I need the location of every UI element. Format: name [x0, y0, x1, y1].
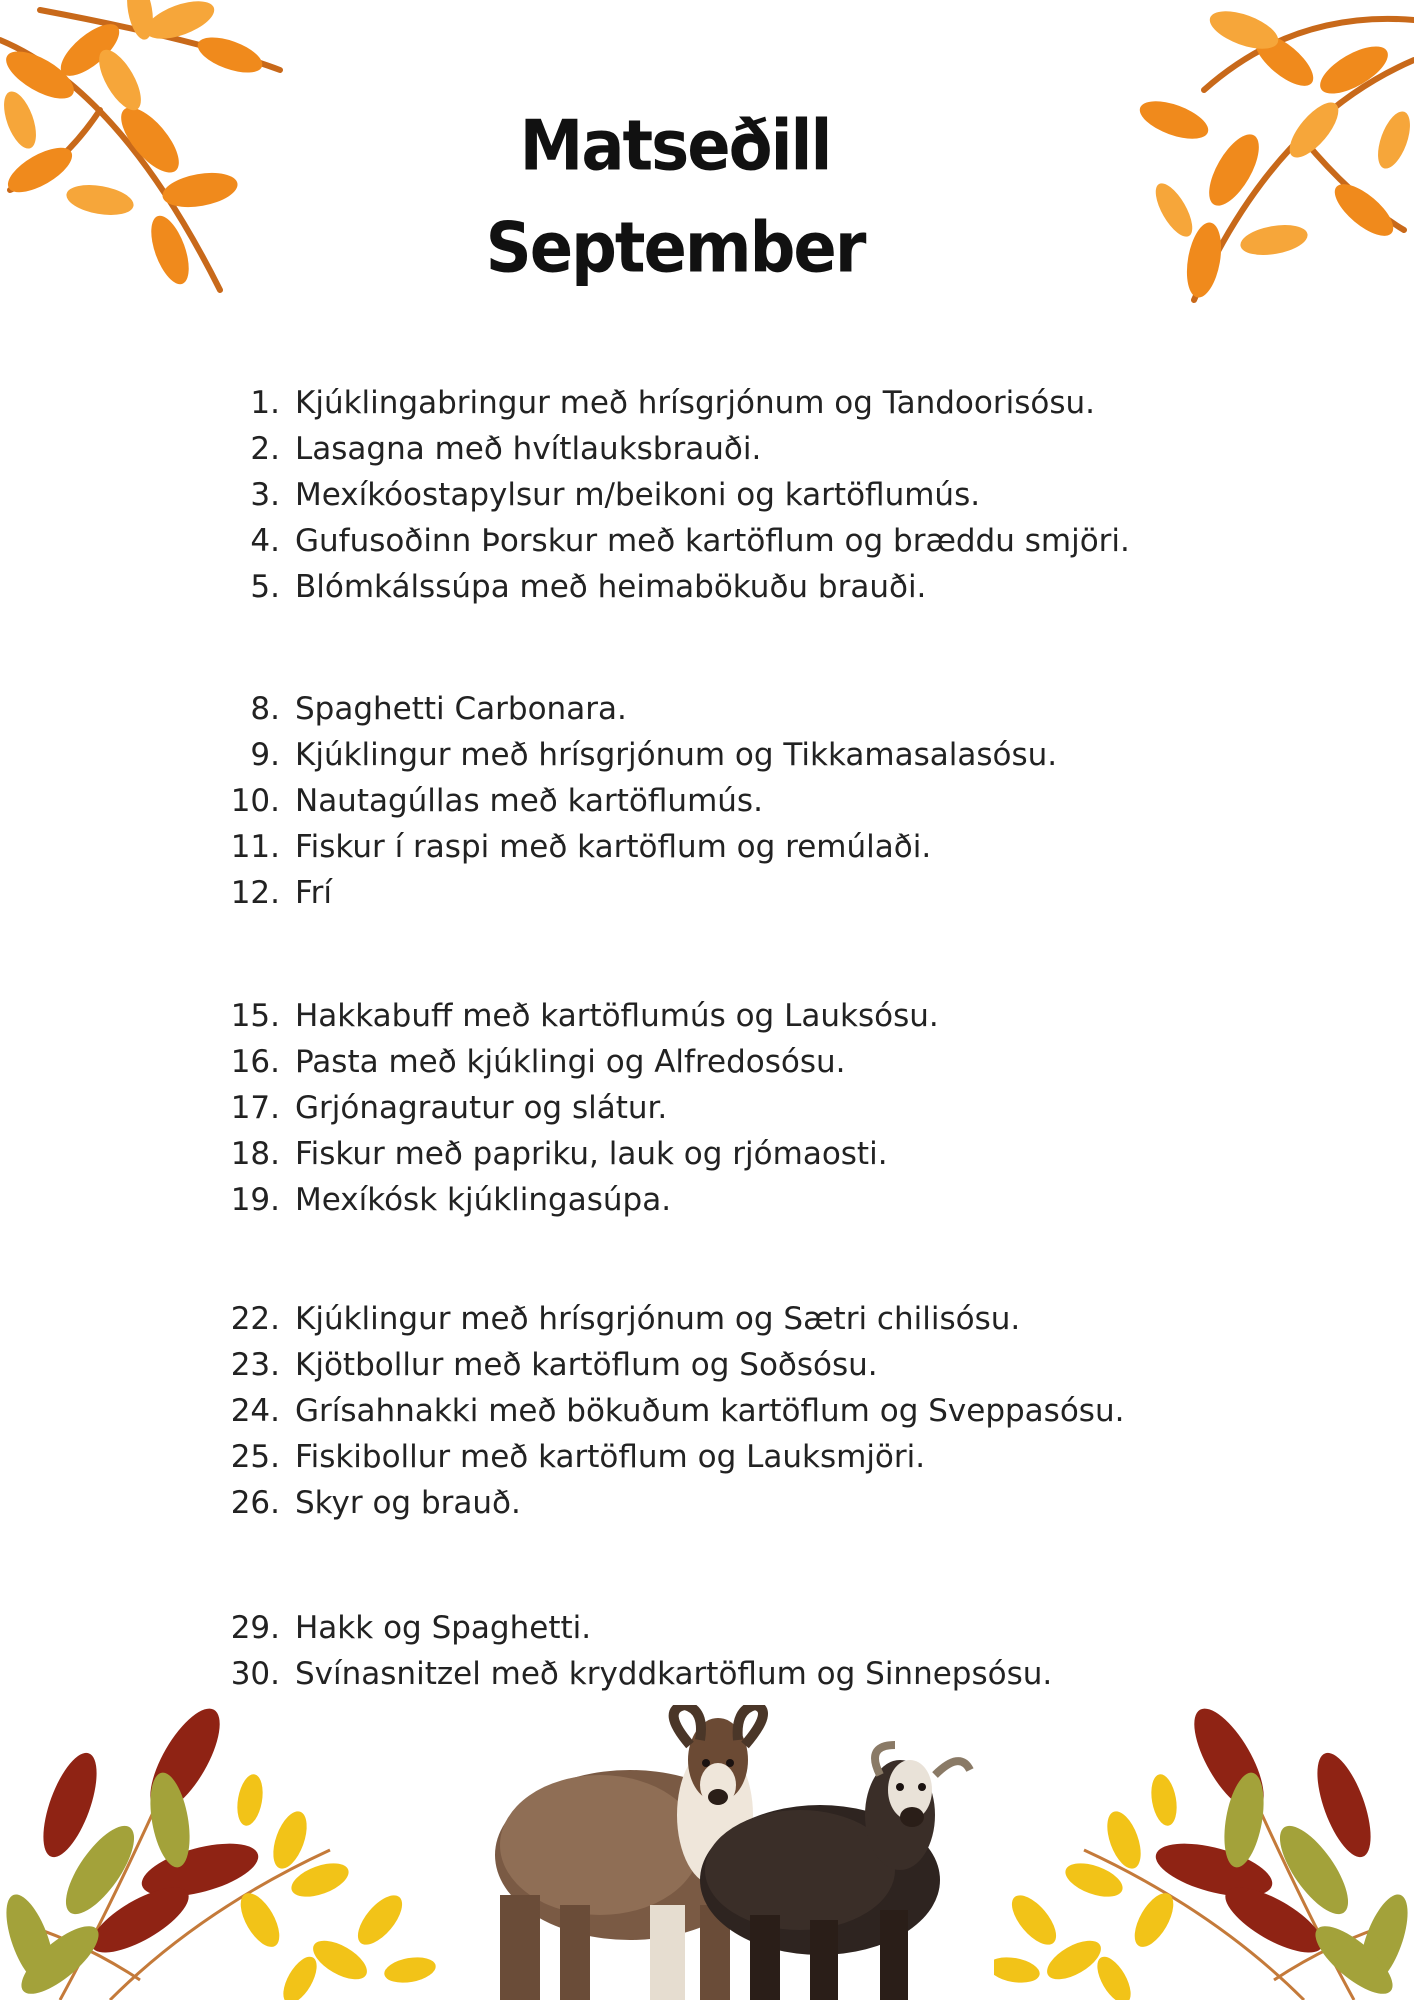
item-number: 25.	[230, 1439, 280, 1475]
dish-text: Mexíkóostapylsur m/beikoni og kartöflumús.	[295, 477, 981, 513]
dish-text: Kjúklingur með hrísgrjónum og Sætri chilisósu.	[295, 1301, 1021, 1337]
dish-text: Pasta með kjúklingi og Alfredosósu.	[295, 1044, 846, 1080]
item-number: 11.	[230, 829, 280, 865]
autumn-leaves-bottom-left-illustration	[0, 1690, 440, 2000]
dish-text: Lasagna með hvítlauksbrauði.	[295, 431, 762, 467]
dish-text: Mexíkósk kjúklingasúpa.	[295, 1182, 672, 1218]
dish-text: Nautagúllas með kartöflumús.	[295, 783, 763, 819]
item-number: 2.	[250, 431, 280, 467]
item-number: 30.	[230, 1656, 280, 1692]
dish-text: Fiskibollur með kartöflum og Lauksmjöri.	[295, 1439, 926, 1475]
item-number: 19.	[230, 1182, 280, 1218]
dish-text: Hakk og Spaghetti.	[295, 1610, 592, 1646]
item-number: 24.	[230, 1393, 280, 1429]
item-number: 15.	[230, 998, 280, 1034]
dish-text: Skyr og brauð.	[295, 1485, 521, 1521]
autumn-leaves-bottom-right-illustration	[994, 1690, 1414, 2000]
item-number: 16.	[230, 1044, 280, 1080]
dish-text: Blómkálssúpa með heimabökuðu brauði.	[295, 569, 927, 605]
month-title: September	[485, 209, 865, 289]
item-number: 3.	[250, 477, 280, 513]
item-number: 10.	[230, 783, 280, 819]
item-number: 23.	[230, 1347, 280, 1383]
dish-text: Grísahnakki með bökuðum kartöflum og Sveppasósu.	[295, 1393, 1125, 1429]
dish-text: Frí	[295, 875, 332, 911]
item-number: 4.	[250, 523, 280, 559]
menu-title: Matseðill	[519, 107, 831, 187]
item-number: 5.	[250, 569, 280, 605]
dish-text: Kjötbollur með kartöflum og Soðsósu.	[295, 1347, 878, 1383]
dish-text: Svínasnitzel með kryddkartöflum og Sinnepsósu.	[295, 1656, 1053, 1692]
item-number: 9.	[250, 737, 280, 773]
dish-text: Fiskur með papriku, lauk og rjómaosti.	[295, 1136, 888, 1172]
dish-text: Kjúklingur með hrísgrjónum og Tikkamasalasósu.	[295, 737, 1058, 773]
item-number: 17.	[230, 1090, 280, 1126]
dish-text: Gufusoðinn Þorskur með kartöflum og bræddu smjöri.	[295, 523, 1130, 559]
item-number: 26.	[230, 1485, 280, 1521]
dish-text: Grjónagrautur og slátur.	[295, 1090, 668, 1126]
item-number: 22.	[230, 1301, 280, 1337]
item-number: 12.	[230, 875, 280, 911]
item-number: 1.	[250, 385, 280, 421]
item-number: 18.	[230, 1136, 280, 1172]
dish-text: Fiskur í raspi með kartöflum og remúlaði.	[295, 829, 932, 865]
dish-text: Spaghetti Carbonara.	[295, 691, 627, 727]
item-number: 29.	[230, 1610, 280, 1646]
item-number: 8.	[250, 691, 280, 727]
dish-text: Hakkabuff með kartöflumús og Lauksósu.	[295, 998, 939, 1034]
sheep-illustration	[480, 1705, 980, 2000]
dish-text: Kjúklingabringur með hrísgrjónum og Tandoorisósu.	[295, 385, 1095, 421]
